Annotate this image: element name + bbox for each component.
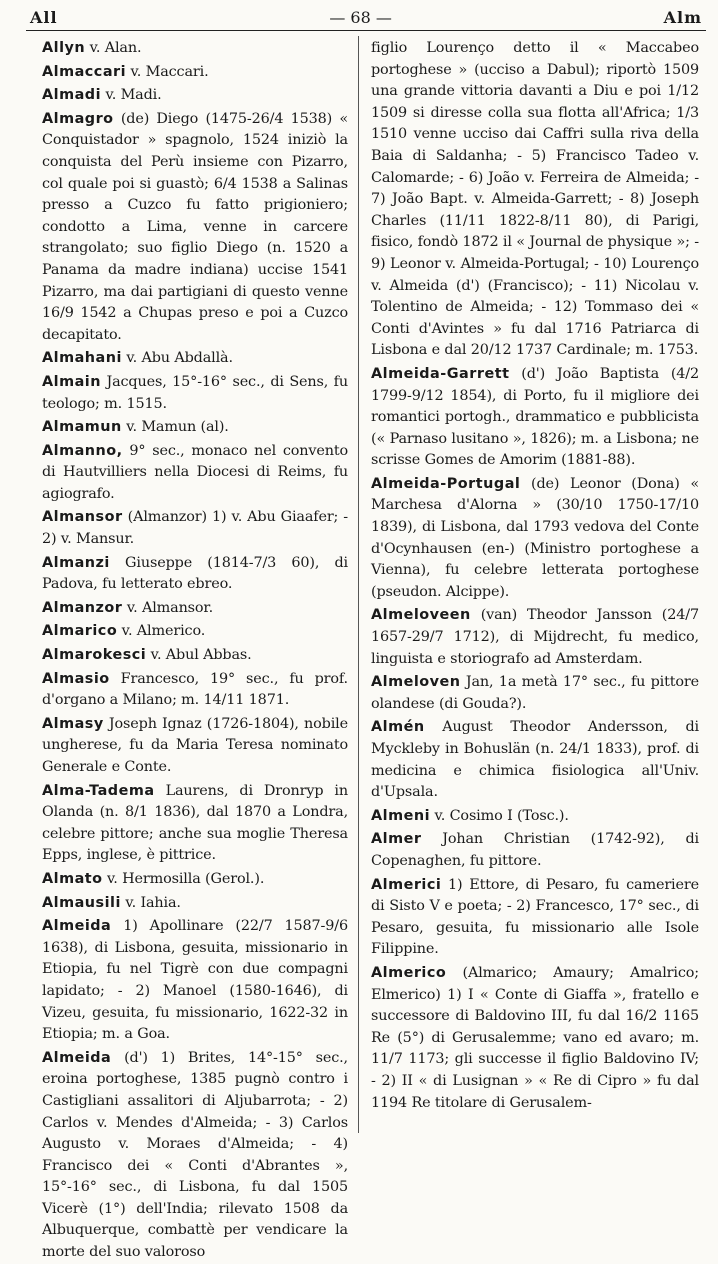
entry-headword: Almain <box>42 373 101 390</box>
header-left-headword: All <box>30 7 58 27</box>
dictionary-entry <box>371 717 699 803</box>
entry-text: Laurens, di Dronryp in Olanda (n. 8/1 1836), dal 1870 a Londra, celebre pittore; anche sua moglie Theresa Epps, inglese, è pittrice. <box>42 782 348 864</box>
entry-text: (d') João Baptista (4/2 1799-9/12 1854), di Porto, fu il migliore dei romantici portogh., drammatico e pubblicista (« Parnaso lusitano », 1826); m. a Lisbona; ne scrisse Gomes de Amorim (1881-88). <box>371 365 699 469</box>
entry-headword: Almansor <box>42 509 123 526</box>
entry-text: v. Almerico. <box>121 623 206 640</box>
dictionary-entry <box>371 829 699 872</box>
dictionary-entry <box>371 38 699 362</box>
dictionary-entry <box>371 672 699 715</box>
entry-text: Johan Christian (1742-92), di Copenaghen, fu pittore. <box>371 831 699 869</box>
entry-text: Francesco, 19° sec., fu prof. d'organo a Milano; m. 14/11 1871. <box>42 670 348 709</box>
entry-headword: Almén <box>371 719 425 736</box>
dictionary-entry <box>42 38 348 60</box>
entry-headword: Almerico <box>371 964 447 981</box>
dictionary-entry <box>42 417 348 439</box>
entry-headword: Almeida <box>42 918 112 935</box>
header-right-headword: Alm <box>663 7 702 27</box>
column-divider <box>358 36 359 1133</box>
entry-text: v. Hermosilla (Gerol.). <box>106 870 265 887</box>
entry-headword: Almasy <box>42 715 104 732</box>
entry-text: Jacques, 15°-16° sec., di Sens, fu teologo; m. 1515. <box>42 373 348 412</box>
entry-headword: Almaccari <box>42 63 127 80</box>
dictionary-entry <box>42 441 348 506</box>
entry-headword: Almadi <box>42 87 102 104</box>
entry-headword: Almahani <box>42 350 122 367</box>
entry-text: Jan, 1a metà 17° sec., fu pittore olandese (di Gouda?). <box>371 674 699 712</box>
dictionary-entry <box>371 474 699 604</box>
dictionary-entry <box>42 109 348 347</box>
entry-text: v. Abul Abbas. <box>150 647 252 664</box>
dictionary-entry <box>42 714 348 779</box>
dictionary-entry <box>42 553 348 596</box>
dictionary-entry <box>371 364 699 472</box>
dictionary-entry <box>42 348 348 370</box>
dictionary-entry <box>371 605 699 670</box>
entry-headword: Almarico <box>42 623 118 640</box>
page-number: — 68 — <box>329 7 392 27</box>
entry-text: Joseph Ignaz (1726-1804), nobile ungherese, fu da Maria Teresa nominato Generale e Conte. <box>42 715 348 775</box>
entry-text: (de) Diego (1475-26/4 1538) « Conquistador » spagnolo, 1524 iniziò la conquista del Perù insieme con Pizarro, col quale poi si guastò; 6/4 1538 a Salinas presso a Cuzco fu fatto prigioniero; condotto a Lima, venne in carcere strangolato; suo figlio Diego (n. 1520 a Panama da madre indiana) uccise 1541 Pizarro, ma dai partigiani di questo venne 16/9 1542 a Chupas preso e poi a Cuzco decapitato. <box>42 110 348 343</box>
entry-text: v. Cosimo I (Tosc.). <box>434 807 569 824</box>
entry-text: Giuseppe (1814-7/3 60), di Padova, fu letterato ebreo. <box>42 554 348 593</box>
entry-headword: Almer <box>371 831 422 848</box>
entry-text: (d') 1) Brites, 14°-15° sec., eroina portoghese, 1385 pugnò contro i Castigliani assalitori di Aljubarrota; - 2) Carlos v. Mendes d'Almeida; - 3) Carlos Augusto v. Moraes d'Almeida; - 4) Francisco dei « Conti d'Abrantes », 15°-16° sec., di Lisbona, fu dal 1505 Vicerè (1°) dell'India; rilevato 1508 da Albuquerque, combattè per vendicare la morte del suo valoroso <box>42 1049 348 1261</box>
entry-text: v. Mamun (al). <box>126 419 229 436</box>
entry-headword: Almeida-Portugal <box>371 475 521 492</box>
entry-headword: Almeloveen <box>371 607 471 624</box>
entry-text: (de) Leonor (Dona) « Marchesa d'Alorna » (30/10 1750-17/10 1839), di Lisbona, dal 1793 vedova del Conte d'Ocynhausen (en-) (Ministro portoghese a Vienna), fu celebre letterata portoghese (pseudon. Alcippe). <box>371 475 699 600</box>
entry-text: v. Abu Abdallà. <box>126 350 233 367</box>
entry-text: August Theodor Andersson, di Myckleby in Bohuslän (n. 24/1 1833), prof. di medicina e chimica fisiologica all'Univ. d'Upsala. <box>371 719 699 801</box>
dictionary-entry <box>42 1048 348 1264</box>
entry-headword: Almausili <box>42 894 121 911</box>
dictionary-entry <box>42 669 348 712</box>
entry-text: v. Alan. <box>89 40 142 56</box>
entry-headword: Almanno, <box>42 442 123 459</box>
dictionary-entry <box>371 875 699 961</box>
left-column <box>42 38 348 1261</box>
dictionary-entry <box>371 806 699 828</box>
entry-headword: Almagro <box>42 110 114 127</box>
dictionary-entry <box>42 645 348 667</box>
dictionary-entry <box>42 893 348 915</box>
entry-headword: Almasio <box>42 670 110 687</box>
dictionary-entry <box>42 621 348 643</box>
dictionary-entry <box>42 62 348 84</box>
entry-text: v. Maccari. <box>130 63 209 80</box>
entry-headword: Almamun <box>42 419 122 436</box>
dictionary-entry <box>42 85 348 107</box>
entry-text: (Almarico; Amaury; Amalrico; Elmerico) 1) I « Conte di Giaffa », fratello e successore di Baldovino III, fu dal 16/2 1165 Re (5°) di Gerusalemme; vano ed avaro; m. 11/7 1173; gli successe il figlio Baldovino IV; - 2) II « di Lusignan » « Re di Cipro » fu dal 1194 Re titolare di Gerusalem- <box>371 964 699 1111</box>
entry-headword: Almeloven <box>371 674 461 691</box>
entry-text: (van) Theodor Jansson (24/7 1657-29/7 1712), di Mijdrecht, fu medico, linguista e storiografo ad Amsterdam. <box>371 607 699 667</box>
entry-text: (Almanzor) 1) v. Abu Giaafer; - 2) v. Mansur. <box>42 509 348 548</box>
dictionary-entry <box>42 781 348 867</box>
dictionary-entry <box>42 869 348 891</box>
entry-text: v. Madi. <box>105 87 162 104</box>
entry-headword: Almato <box>42 870 103 887</box>
entry-headword: Almeida <box>42 1049 112 1066</box>
entry-headword: Almanzi <box>42 554 110 571</box>
entry-text: 1) Apollinare (22/7 1587-9/6 1638), di Lisbona, gesuita, missionario in Etiopia, fu nel Tigrè con due compagni lapidato; - 2) Manoel (1580-1646), di Vizeu, gesuita, fu missionario, 1622-32 in Etiopia; m. a Goa. <box>42 918 348 1043</box>
dictionary-entry <box>42 372 348 415</box>
entry-headword: Alma-Tadema <box>42 782 155 799</box>
entry-headword: Allyn <box>42 40 86 56</box>
dictionary-entry <box>42 507 348 550</box>
dictionary-entry <box>42 598 348 620</box>
right-column <box>371 38 699 1129</box>
entry-headword: Almarokesci <box>42 647 147 664</box>
dictionary-entry <box>371 963 699 1114</box>
entry-text: v. Almansor. <box>126 599 214 616</box>
entry-text: 9° sec., monaco nel convento di Hautvilliers nella Diocesi di Reims, fu agiografo. <box>42 442 348 502</box>
entry-text: v. Iahia. <box>125 894 181 911</box>
entry-text: 1) Ettore, di Pesaro, fu cameriere di Sisto V e poeta; - 2) Francesco, 17° sec., di Pesaro, gesuita, fu missionario alle Isole Filippine. <box>371 876 699 958</box>
entry-headword: Almanzor <box>42 599 123 616</box>
entry-headword: Almerici <box>371 876 442 893</box>
header-rule <box>26 30 706 31</box>
entry-headword: Almeida-Garrett <box>371 365 510 382</box>
dictionary-entry <box>42 916 348 1046</box>
page-header <box>30 6 702 28</box>
entry-text: figlio Lourenço detto il « Maccabeo portoghese » (ucciso a Dabul); riportò 1509 una grande vittoria davanti a Diu e poi 1/12 1509 si diresse colla sua flotta all'Africa; 1/3 1510 venne ucciso dai Caffri sulla riva della Baia di Saldanha; - 5) Francisco Tadeo v. Calomarde; - 6) João v. Ferreira de Almeida; - 7) João Bapt. v. Almeida-Garrett; - 8) Joseph Charles (11/11 1822-8/11 80), di Parigi, fisico, fondò 1872 il « Journal de physique »; - 9) Leonor v. Almeida-Portugal; - 10) Lourenço v. Almeida (d') (Francisco); - 11) Nicolau v. Tolentino de Almeida; - 12) Tommaso dei « Conti d'Avintes » fu dal 1716 Patriarca di Lisbona e dal 20/12 1737 Cardinale; m. 1753. <box>371 40 699 359</box>
entry-headword: Almeni <box>371 807 431 824</box>
